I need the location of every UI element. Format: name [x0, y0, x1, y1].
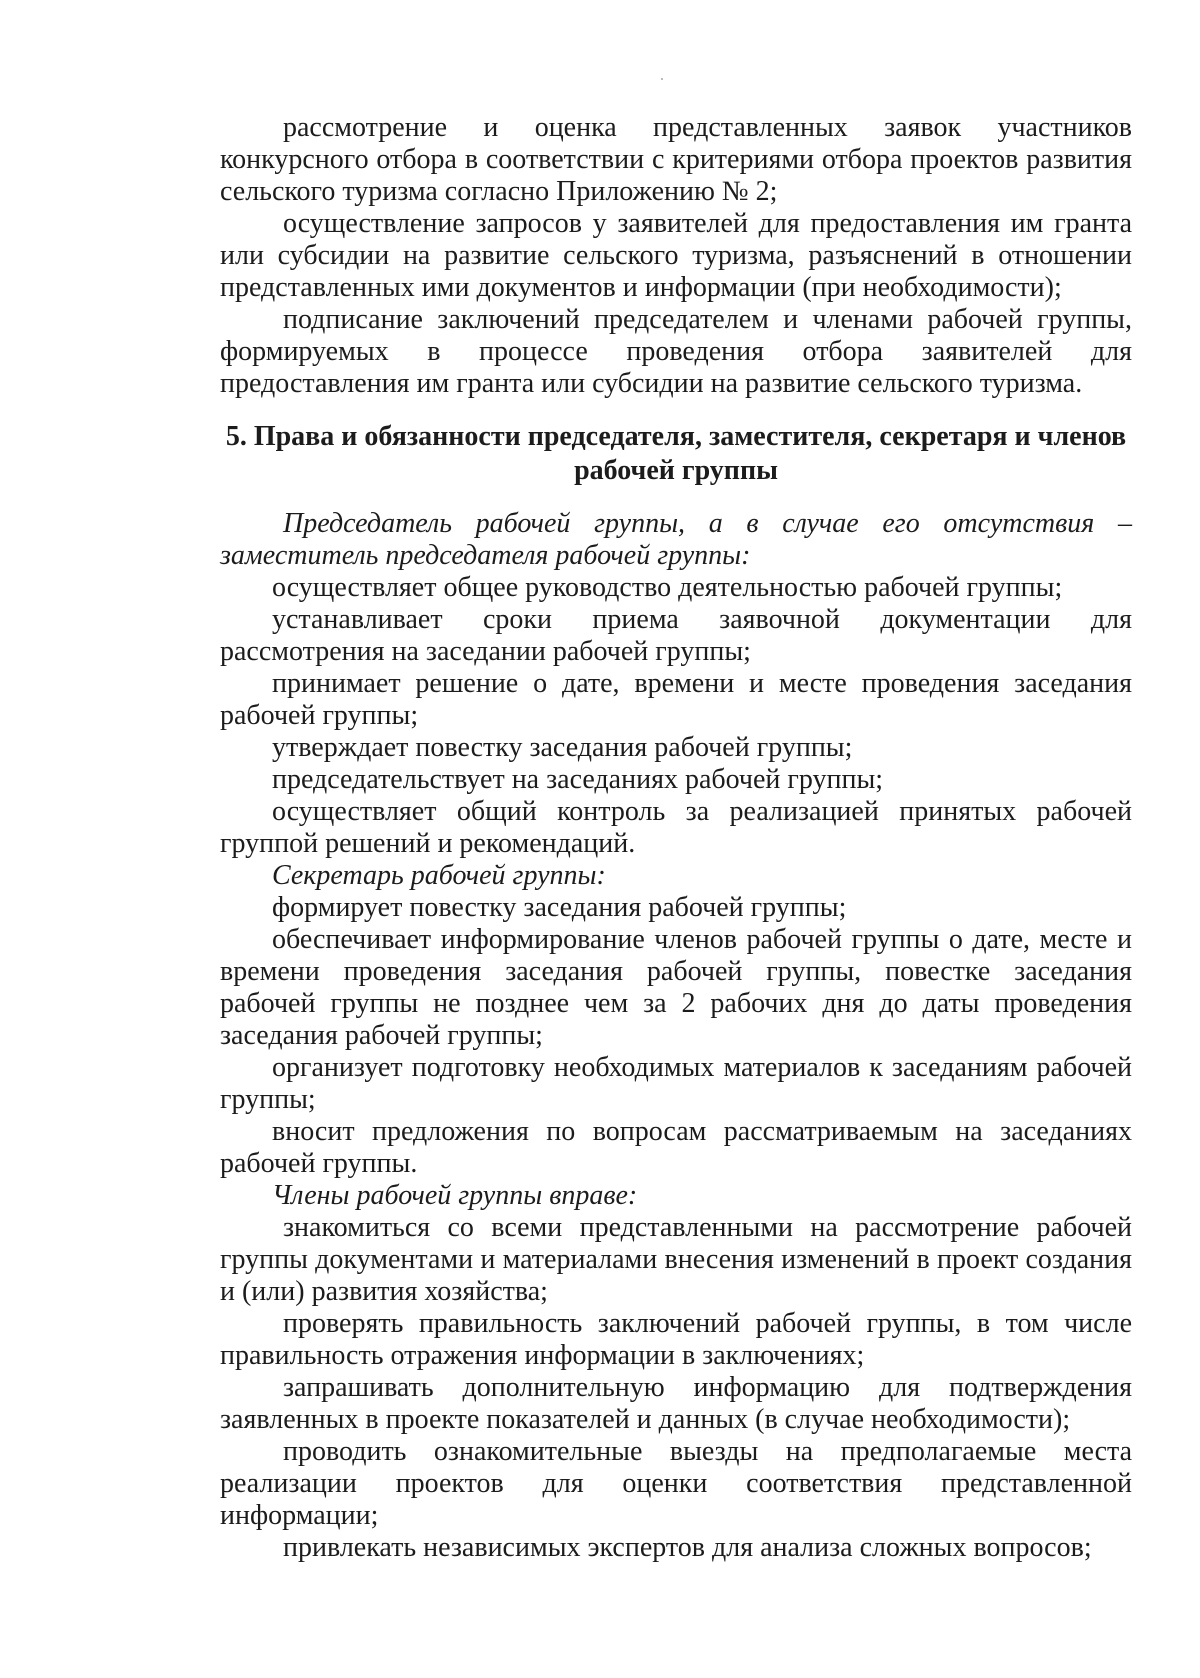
secretary-item: формирует повестку заседания рабочей группы;	[272, 892, 847, 923]
members-item: проводить ознакомительные выезды на предполагаемые места реализации проектов для оценки соответствия представленной информации;	[220, 1436, 1132, 1531]
chair-title: Председатель рабочей группы, а в случае его отсутствия – заместитель председателя рабочей группы:	[220, 508, 1132, 571]
section-heading: 5. Права и обязанности председателя, заместителя, секретаря и членов рабочей группы	[225, 421, 1127, 486]
scan-speck	[661, 78, 663, 80]
chair-item: утверждает повестку заседания рабочей группы;	[272, 732, 853, 763]
members-item: запрашивать дополнительную информацию для подтверждения заявленных в проекте показателей и данных (в случае необходимости);	[220, 1372, 1132, 1435]
members-item: привлекать независимых экспертов для анализа сложных вопросов;	[283, 1532, 1092, 1563]
secretary-item: вносит предложения по вопросам рассматриваемым на заседаниях рабочей группы.	[220, 1116, 1132, 1179]
intro-paragraph-1: рассмотрение и оценка представленных заявок участников конкурсного отбора в соответствии с критериями отбора проектов развития сельского туризма согласно Приложению № 2;	[220, 112, 1132, 207]
document-body	[220, 112, 1132, 1564]
chair-item: принимает решение о дате, времени и месте проведения заседания рабочей группы;	[220, 668, 1132, 731]
members-item: проверять правильность заключений рабочей группы, в том числе правильность отражения информации в заключениях;	[220, 1308, 1132, 1371]
secretary-title: Секретарь рабочей группы:	[272, 860, 606, 891]
chair-item: осуществляет общий контроль за реализацией принятых рабочей группой решений и рекомендаций.	[220, 796, 1132, 859]
chair-item: осуществляет общее руководство деятельностью рабочей группы;	[272, 572, 1063, 603]
chair-item: председательствует на заседаниях рабочей группы;	[272, 764, 884, 795]
chair-item: устанавливает сроки приема заявочной документации для рассмотрения на заседании рабочей группы;	[220, 604, 1132, 667]
members-item: знакомиться со всеми представленными на рассмотрение рабочей группы документами и материалами внесения изменений в проект создания и (или) развития хозяйства;	[220, 1212, 1132, 1307]
members-title: Члены рабочей группы вправе:	[272, 1180, 638, 1211]
secretary-item: обеспечивает информирование членов рабочей группы о дате, месте и времени проведения заседания рабочей группы, повестке заседания рабочей группы не позднее чем за 2 рабочих дня до даты проведения заседания рабочей группы;	[220, 924, 1132, 1051]
secretary-item: организует подготовку необходимых материалов к заседаниям рабочей группы;	[220, 1052, 1132, 1115]
intro-paragraph-3: подписание заключений председателем и членами рабочей группы, формируемых в процессе проведения отбора заявителей для предоставления им гранта или субсидии на развитие сельского туризма.	[220, 304, 1132, 399]
intro-paragraph-2: осуществление запросов у заявителей для предоставления им гранта или субсидии на развитие сельского туризма, разъяснений в отношении представленных ими документов и информации (при необходимости);	[220, 208, 1132, 303]
